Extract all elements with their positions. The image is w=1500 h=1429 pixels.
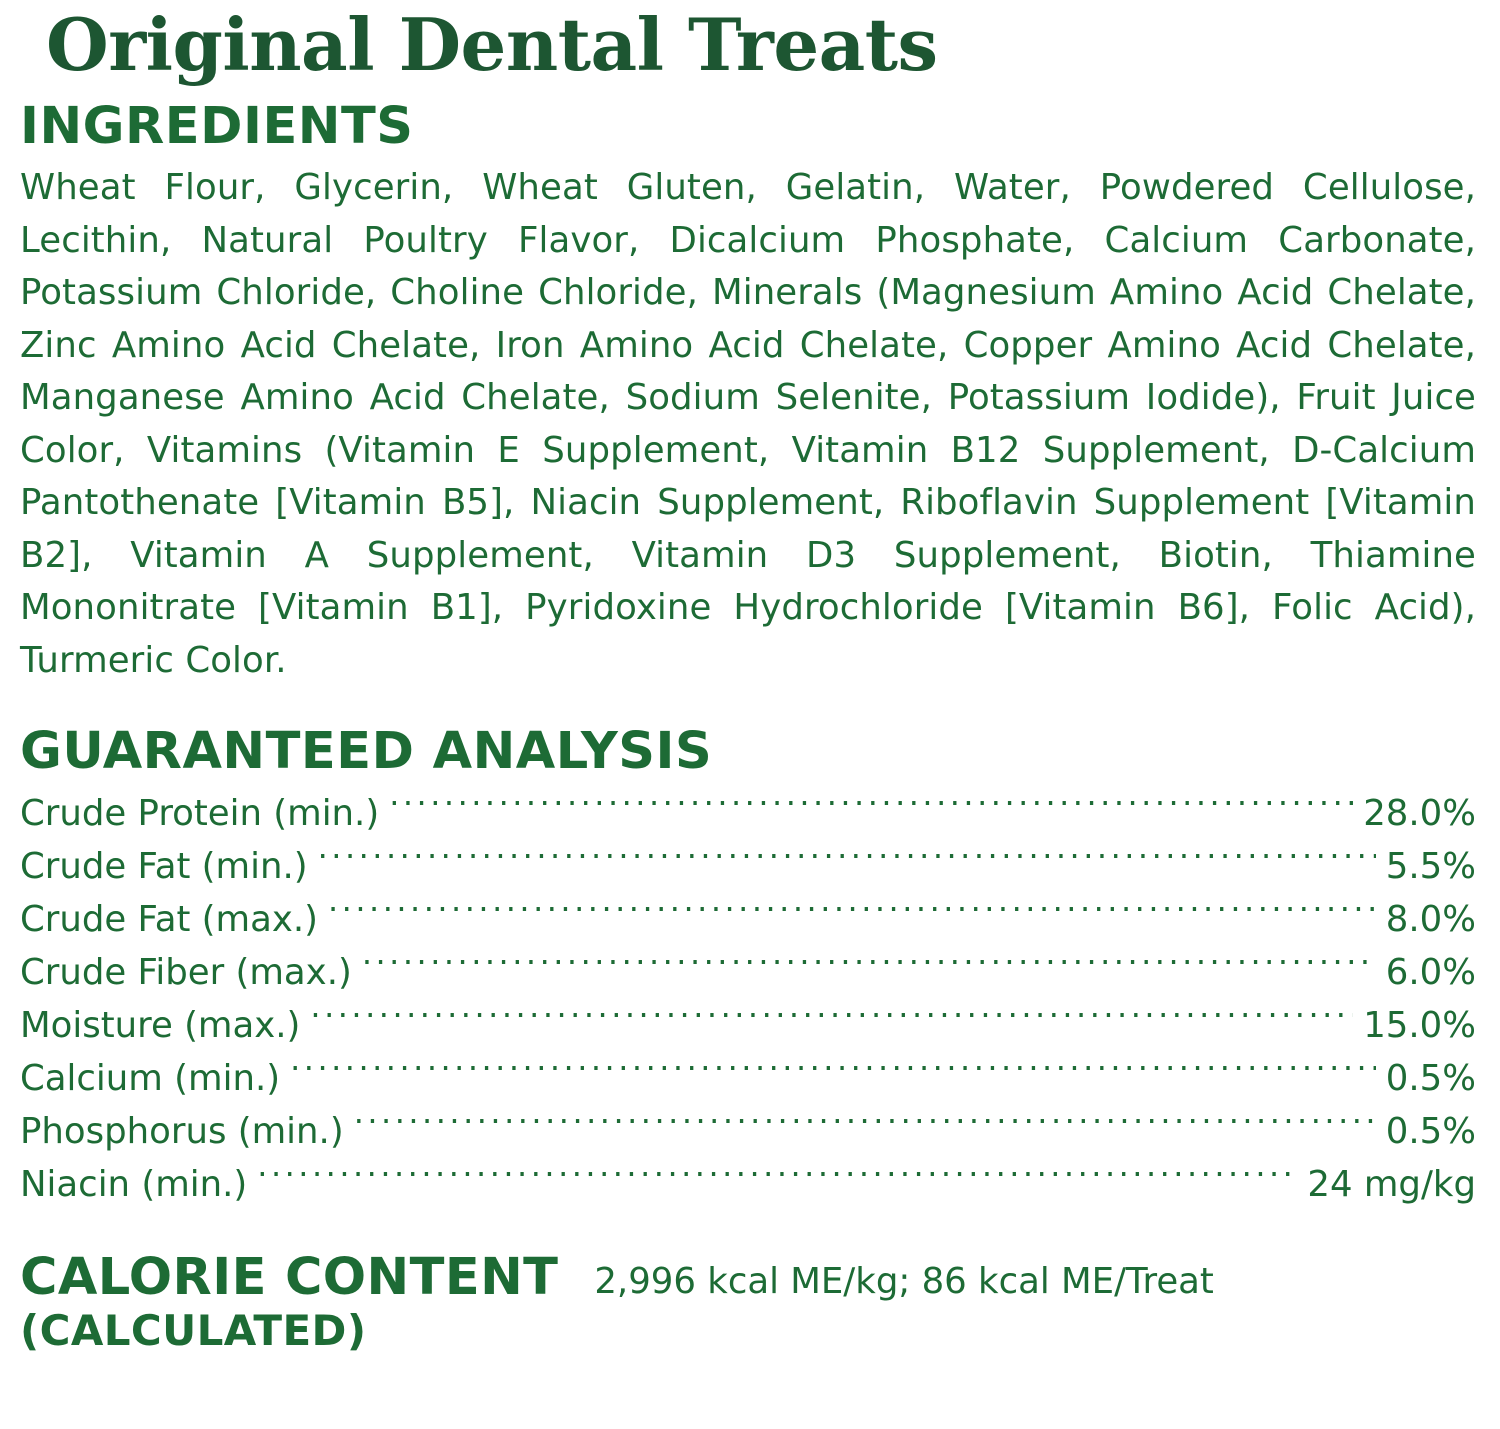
leader-dots bbox=[257, 1161, 1297, 1197]
nutrient-value: 15.0% bbox=[1363, 1005, 1476, 1046]
nutrient-label: Crude Fat (min.) bbox=[20, 846, 308, 887]
table-row bbox=[20, 1105, 1476, 1158]
leader-dots bbox=[389, 790, 1353, 826]
nutrient-label: Niacin (min.) bbox=[20, 1164, 248, 1205]
nutrition-label-page bbox=[0, 2, 1500, 1429]
nutrient-value: 5.5% bbox=[1385, 846, 1476, 887]
calorie-content-value: 2,996 kcal ME/kg; 86 kcal ME/Treat bbox=[594, 1261, 1214, 1302]
nutrient-label: Crude Fiber (max.) bbox=[20, 952, 352, 993]
ingredients-text: Wheat Flour, Glycerin, Wheat Gluten, Gelatin, Water, Powdered Cellulose, Lecithin, Natural Poultry Flavor, Dicalcium Phosphate, Calcium Carbonate, Potassium Chloride, Choline Chloride, Minerals (Magnesium Amino Acid Chelate, Zinc Amino Acid Chelate, Iron Amino Acid Chelate, Copper Amino Acid Chelate, Manganese Amino Acid Chelate, Sodium Selenite, Potassium Iodide), Fruit Juice Color, Vitamins (Vitamin E Supplement, Vitamin B12 Supplement, D-Calcium Pantothenate [Vitamin B5], Niacin Supplement, Riboflavin Supplement [Vitamin B2], Vitamin A Supplement, Vitamin D3 Supplement, Biotin, Thiamine Mononitrate [Vitamin B1], Pyridoxine Hydrochloride [Vitamin B6], Folic Acid), Turmeric Color. bbox=[20, 167, 1476, 681]
table-row bbox=[20, 946, 1476, 999]
calorie-content-subheading: (CALCULATED) bbox=[20, 1306, 367, 1355]
leader-dots bbox=[354, 1108, 1376, 1144]
nutrient-value: 6.0% bbox=[1385, 952, 1476, 993]
nutrient-value: 0.5% bbox=[1385, 1058, 1476, 1099]
calorie-content-heading bbox=[20, 1249, 558, 1355]
leader-dots bbox=[328, 896, 1376, 932]
table-row bbox=[20, 893, 1476, 946]
guaranteed-analysis-heading: GUARANTEED ANALYSIS bbox=[20, 722, 713, 781]
nutrient-label: Calcium (min.) bbox=[20, 1058, 281, 1099]
nutrient-label: Crude Protein (min.) bbox=[20, 793, 380, 834]
leader-dots bbox=[310, 1002, 1353, 1038]
calorie-content-heading-main: CALORIE CONTENT bbox=[20, 1248, 559, 1307]
calorie-content-block bbox=[20, 1249, 1476, 1355]
page-title: Original Dental Treats bbox=[46, 2, 938, 87]
nutrient-value: 8.0% bbox=[1385, 899, 1476, 940]
nutrient-label: Moisture (max.) bbox=[20, 1005, 301, 1046]
table-row bbox=[20, 840, 1476, 893]
nutrient-value: 0.5% bbox=[1385, 1111, 1476, 1152]
guaranteed-analysis-list bbox=[20, 787, 1476, 1211]
table-row bbox=[20, 999, 1476, 1052]
table-row bbox=[20, 1052, 1476, 1105]
table-row bbox=[20, 1158, 1476, 1211]
nutrient-value: 28.0% bbox=[1363, 793, 1476, 834]
table-row bbox=[20, 787, 1476, 840]
leader-dots bbox=[318, 843, 1376, 879]
nutrient-label: Crude Fat (max.) bbox=[20, 899, 318, 940]
leader-dots bbox=[290, 1055, 1376, 1091]
nutrient-label: Phosphorus (min.) bbox=[20, 1111, 344, 1152]
nutrient-value: 24 mg/kg bbox=[1307, 1164, 1476, 1205]
leader-dots bbox=[362, 949, 1376, 985]
ingredients-heading: INGREDIENTS bbox=[20, 97, 414, 156]
